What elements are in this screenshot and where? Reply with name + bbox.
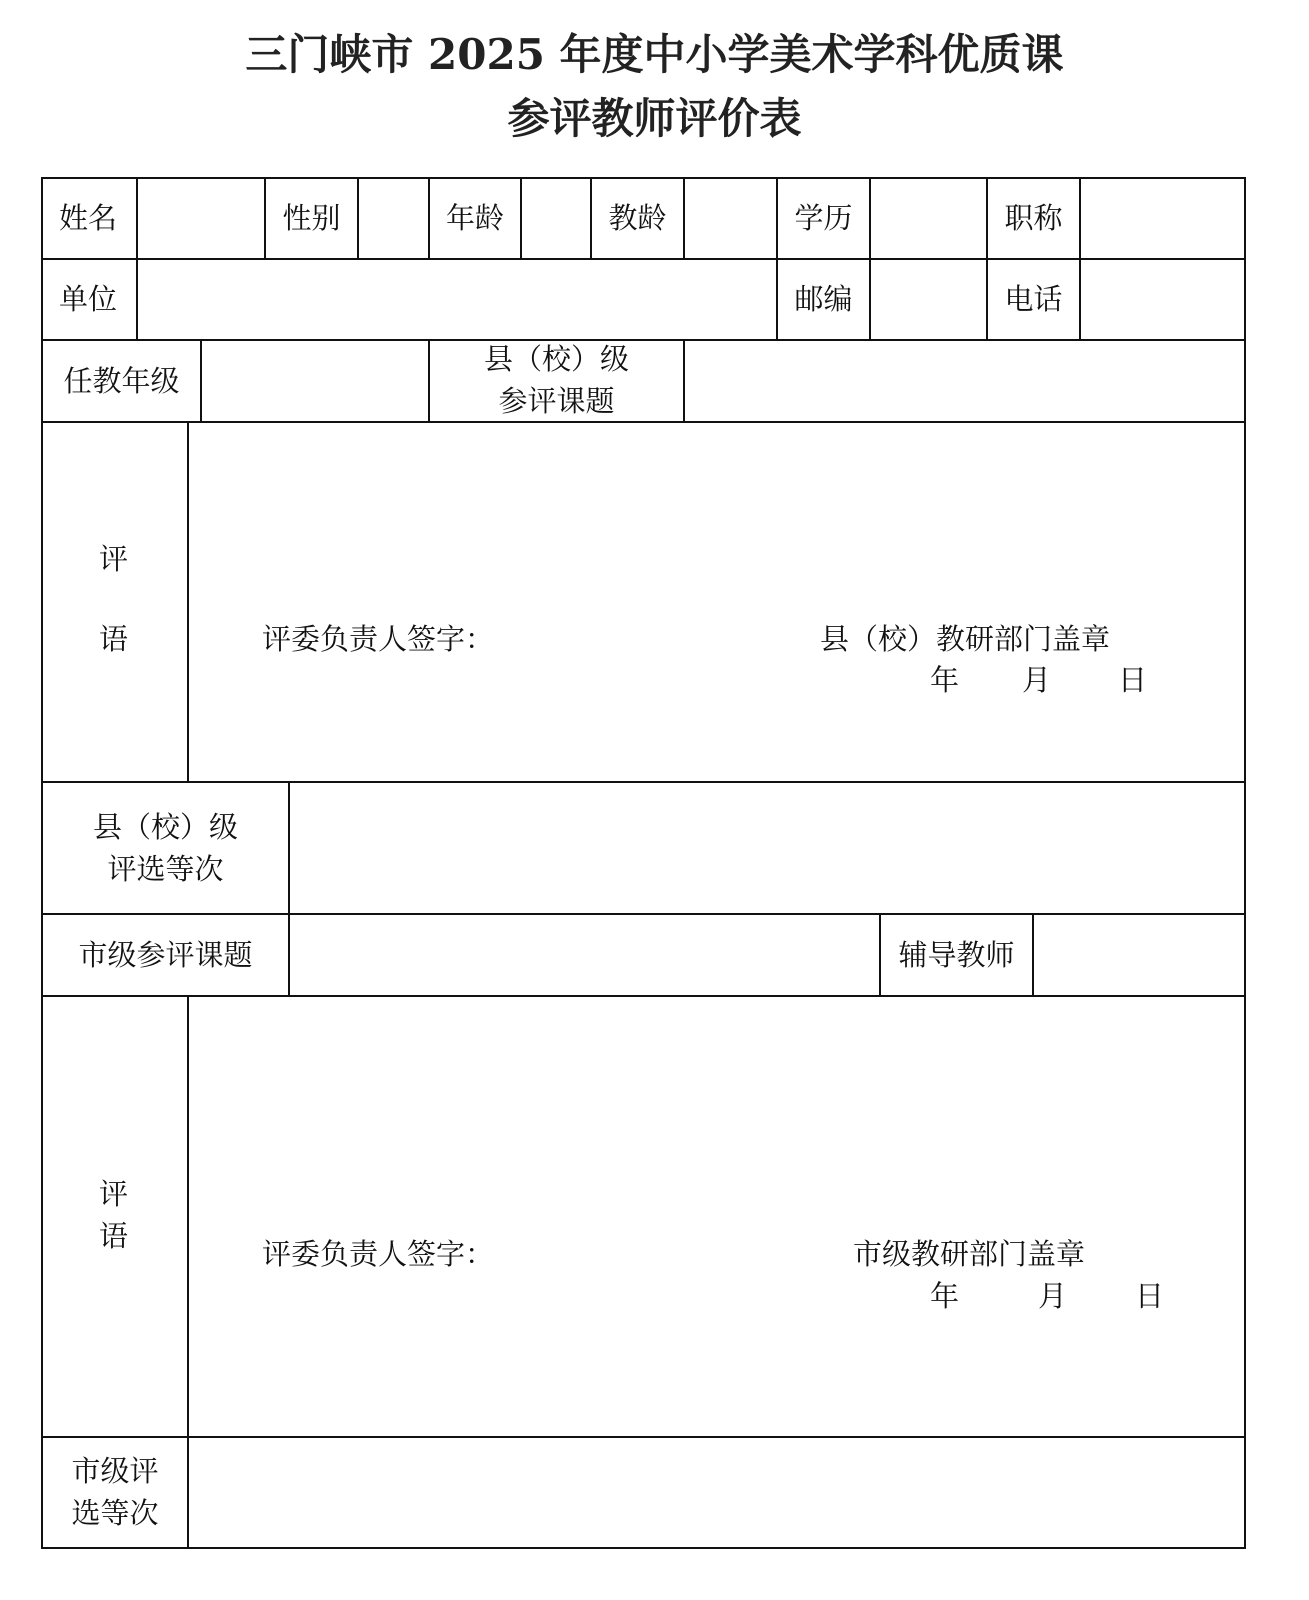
unit-field[interactable]: [138, 260, 776, 339]
county-topic-label: 县（校）级 参评课题: [483, 342, 629, 419]
unit-label: 单位: [59, 282, 118, 317]
name-field[interactable]: [138, 179, 264, 258]
name-label: 姓名: [59, 201, 118, 236]
grade-field[interactable]: [202, 341, 428, 421]
county-rank-field[interactable]: [290, 783, 1244, 913]
county-rank-label: 县（校）级 评选等次: [92, 810, 238, 887]
title-label: 职称: [1004, 201, 1063, 236]
city-review-area[interactable]: [189, 997, 1244, 1436]
city-date-month: 月: [1038, 1279, 1068, 1313]
city-rank-label: 市级评 选等次: [71, 1454, 159, 1531]
grade-label: 任教年级: [63, 363, 180, 398]
city-rank-field[interactable]: [189, 1438, 1244, 1547]
teaching-years-label: 教龄: [608, 201, 667, 236]
mentor-label: 辅导教师: [898, 937, 1015, 972]
county-date-day: 日: [1118, 663, 1148, 697]
city-topic-field[interactable]: [290, 915, 879, 995]
title-field[interactable]: [1081, 179, 1244, 258]
phone-field[interactable]: [1081, 260, 1244, 339]
postcode-field[interactable]: [871, 260, 986, 339]
city-review-label-1: 评: [99, 1177, 129, 1211]
education-label: 学历: [794, 201, 853, 236]
city-review-label-2: 语: [99, 1219, 129, 1253]
gender-label: 性别: [282, 201, 341, 236]
county-review-area[interactable]: [189, 423, 1244, 781]
county-review-label-1: 评: [99, 542, 129, 576]
teaching-years-field[interactable]: [685, 179, 776, 258]
age-label: 年龄: [445, 201, 504, 236]
city-signature-label: 评委负责人签字：: [262, 1237, 495, 1271]
page-title: 三门峡市 2025 年度中小学美术学科优质课: [245, 30, 1064, 79]
county-stamp-label: 县（校）教研部门盖章: [820, 622, 1111, 656]
county-review-label-2: 语: [99, 622, 129, 656]
phone-label: 电话: [1004, 282, 1063, 317]
age-field[interactable]: [522, 179, 590, 258]
city-topic-label: 市级参评课题: [78, 937, 253, 972]
gender-field[interactable]: [359, 179, 428, 258]
city-date-year: 年: [930, 1279, 960, 1313]
county-date-year: 年: [930, 663, 960, 697]
county-date-month: 月: [1022, 663, 1052, 697]
city-stamp-label: 市级教研部门盖章: [853, 1237, 1086, 1271]
county-topic-field[interactable]: [685, 341, 1244, 421]
city-date-day: 日: [1135, 1279, 1165, 1313]
county-signature-label: 评委负责人签字：: [262, 622, 495, 656]
postcode-label: 邮编: [794, 282, 853, 317]
page-subtitle: 参评教师评价表: [507, 94, 802, 143]
education-field[interactable]: [871, 179, 986, 258]
mentor-field[interactable]: [1034, 915, 1244, 995]
